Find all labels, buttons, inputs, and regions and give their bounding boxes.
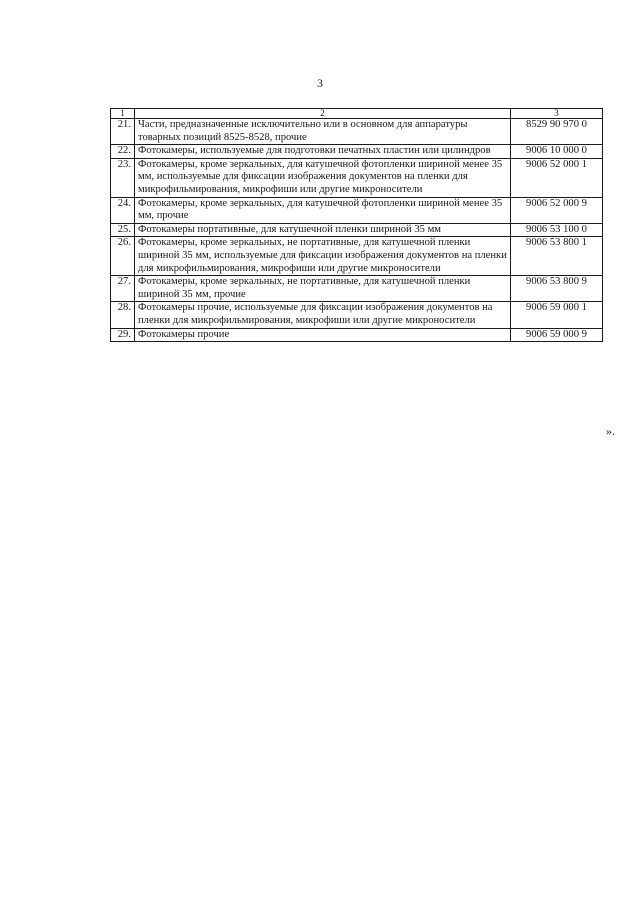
closing-quote-mark: ». [606,424,615,438]
row-code: 9006 10 000 0 [511,145,603,159]
table-row [111,237,603,276]
row-code: 9006 53 100 0 [511,223,603,237]
table-row [111,158,603,197]
table-row [111,145,603,159]
row-description: Фотокамеры прочие, используемые для фиксации изображения документов на пленки для микрофильмирования, микрофиши или другие микроносители [135,302,511,328]
row-number: 28. [111,302,135,328]
table-header-row [111,109,603,119]
row-description: Фотокамеры портативные, для катушечной пленки шириной 35 мм [135,223,511,237]
row-description: Фотокамеры, кроме зеркальных, для катушечной фотопленки шириной менее 35 мм, используемые для фиксации изображения документов на пленки для микрофильмирования, микрофиши или другие микроносители [135,158,511,197]
table-row [111,223,603,237]
row-code: 9006 52 000 1 [511,158,603,197]
table-row [111,328,603,342]
table-row [111,197,603,223]
row-number: 24. [111,197,135,223]
row-description: Фотокамеры, кроме зеркальных, не портативные, для катушечной пленки шириной 35 мм, прочие [135,276,511,302]
row-description: Части, предназначенные исключительно или в основном для аппаратуры товарных позиций 8525-8528, прочие [135,119,511,145]
row-description: Фотокамеры, кроме зеркальных, не портативные, для катушечной пленки шириной 35 мм, используемые для фиксации изображения документов на пленки для микрофильмирования, микрофиши или другие микроносители [135,237,511,276]
row-code: 9006 52 000 9 [511,197,603,223]
row-number: 23. [111,158,135,197]
row-description: Фотокамеры, кроме зеркальных, для катушечной фотопленки шириной менее 35 мм, прочие [135,197,511,223]
row-number: 21. [111,119,135,145]
row-number: 26. [111,237,135,276]
row-number: 29. [111,328,135,342]
goods-table [110,108,603,342]
row-number: 22. [111,145,135,159]
table-row [111,119,603,145]
row-code: 9006 53 800 9 [511,276,603,302]
table-row [111,302,603,328]
row-code: 9006 59 000 9 [511,328,603,342]
row-description: Фотокамеры прочие [135,328,511,342]
row-code: 8529 90 970 0 [511,119,603,145]
row-description: Фотокамеры, используемые для подготовки печатных пластин или цилиндров [135,145,511,159]
column-header-2: 2 [135,109,511,119]
column-header-1: 1 [111,109,135,119]
row-number: 27. [111,276,135,302]
column-header-3: 3 [511,109,603,119]
page-number: 3 [317,76,323,90]
row-code: 9006 59 000 1 [511,302,603,328]
row-number: 25. [111,223,135,237]
row-code: 9006 53 800 1 [511,237,603,276]
table-row [111,276,603,302]
